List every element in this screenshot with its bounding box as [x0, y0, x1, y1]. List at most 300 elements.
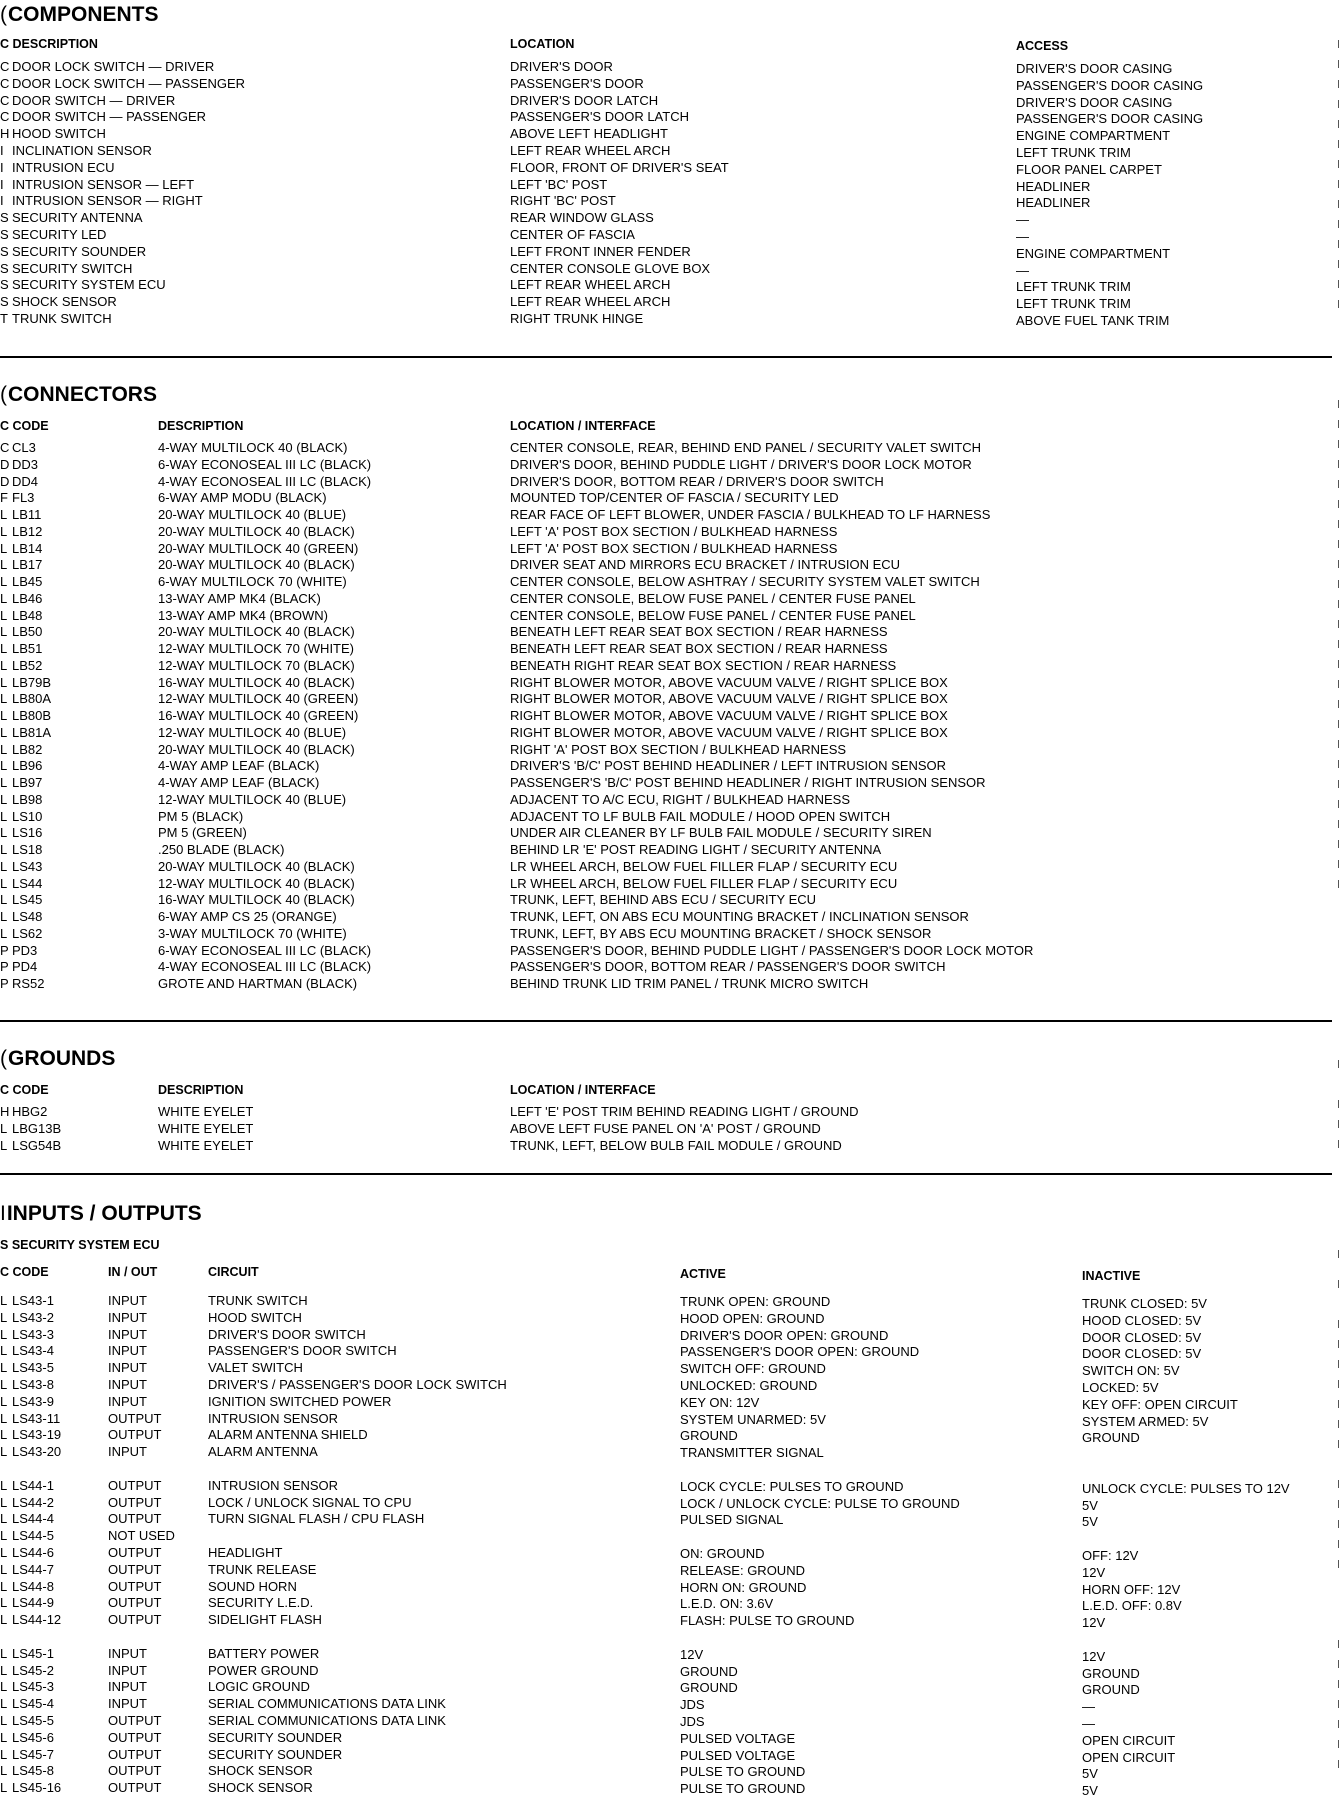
io-code: LS43-4 — [12, 1343, 54, 1359]
table-row — [0, 1511, 1344, 1528]
component-description: INTRUSION SENSOR — LEFT — [12, 176, 195, 192]
component-access: DRIVER'S DOOR CASING — [1016, 61, 1173, 76]
table-row — [0, 1528, 1344, 1545]
connector-description: 6-WAY ECONOSEAL III LC (BLACK) — [158, 456, 372, 472]
row-prefix: H — [0, 126, 10, 142]
io-active: HOOD OPEN: GROUND — [680, 1310, 825, 1326]
connector-location: DRIVER'S DOOR, BEHIND PUDDLE LIGHT / DRIVER'S DOOR LOCK MOTOR — [510, 456, 972, 472]
io-circuit: SECURITY SOUNDER — [208, 1746, 343, 1762]
connector-description: 3-WAY MULTILOCK 70 (WHITE) — [158, 925, 347, 941]
table-row — [0, 474, 1344, 491]
row-prefix: L — [0, 1713, 8, 1728]
connector-code: LS62 — [12, 925, 43, 941]
row-prefix: S — [0, 210, 9, 226]
table-row — [0, 440, 1344, 457]
io-code: LS43-8 — [12, 1377, 54, 1392]
row-prefix: L — [0, 1427, 8, 1443]
connector-location: RIGHT BLOWER MOTOR, ABOVE VACUUM VALVE / RIGHT SPLICE BOX — [510, 724, 948, 740]
io-inactive: — — [1082, 1716, 1095, 1731]
io-code: LS44-9 — [12, 1595, 54, 1611]
io-code: LS45-2 — [12, 1662, 54, 1678]
connector-description: 4-WAY AMP LEAF (BLACK) — [158, 775, 320, 790]
row-prefix: L — [0, 1309, 8, 1325]
component-access: — — [1016, 262, 1029, 278]
component-location: LEFT REAR WHEEL ARCH — [510, 143, 671, 158]
table-row — [0, 675, 1344, 692]
connector-description: 20-WAY MULTILOCK 40 (GREEN) — [158, 540, 359, 556]
io-circuit: INTRUSION SENSOR — [208, 1410, 339, 1426]
connector-location: MOUNTED TOP/CENTER OF FASCIA / SECURITY LED — [510, 490, 839, 506]
connector-code: LB48 — [12, 607, 43, 623]
row-prefix: S — [0, 243, 9, 259]
connector-description: PM 5 (GREEN) — [158, 825, 247, 841]
io-circuit: HEADLIGHT — [208, 1545, 283, 1560]
component-access: — — [1016, 212, 1029, 228]
io-direction: INPUT — [108, 1679, 147, 1695]
table-row — [0, 1713, 1344, 1730]
connectors-header-location: LOCATION / INTERFACE — [510, 419, 656, 433]
connector-description: 12-WAY MULTILOCK 40 (BLUE) — [158, 791, 347, 807]
io-code: LS45-4 — [12, 1696, 54, 1712]
io-circuit: SHOCK SENSOR — [208, 1763, 313, 1779]
io-direction: OUTPUT — [108, 1578, 162, 1594]
io-inactive: 5V — [1082, 1497, 1098, 1513]
connector-description: .250 BLADE (BLACK) — [158, 842, 285, 857]
io-code: LS43-20 — [12, 1444, 62, 1460]
row-prefix: C — [0, 59, 10, 74]
io-code: LS45-1 — [12, 1645, 54, 1661]
component-location: LEFT REAR WHEEL ARCH — [510, 277, 671, 293]
table-row — [0, 1730, 1344, 1747]
row-prefix: L — [0, 892, 8, 908]
io-direction: NOT USED — [108, 1528, 175, 1544]
ground-description: WHITE EYELET — [158, 1104, 254, 1119]
component-location: RIGHT TRUNK HINGE — [510, 311, 644, 326]
table-row — [0, 926, 1344, 943]
component-access: HEADLINER — [1016, 195, 1091, 211]
row-prefix: L — [0, 1696, 8, 1712]
table-row — [0, 1747, 1344, 1764]
connector-location: LR WHEEL ARCH, BELOW FUEL FILLER FLAP / SECURITY ECU — [510, 875, 898, 891]
table-row — [0, 1696, 1344, 1713]
row-prefix: P — [0, 942, 9, 958]
table-row — [0, 608, 1344, 625]
io-direction: INPUT — [108, 1444, 147, 1460]
connector-location: BEHIND LR 'E' POST READING LIGHT / SECURITY ANTENNA — [510, 842, 882, 857]
ground-location: ABOVE LEFT FUSE PANEL ON 'A' POST / GROUND — [510, 1120, 821, 1136]
row-prefix: L — [0, 1137, 8, 1153]
connector-description: 6-WAY AMP CS 25 (ORANGE) — [158, 909, 337, 924]
component-description: SECURITY SOUNDER — [12, 243, 147, 259]
io-circuit: TRUNK RELEASE — [208, 1561, 317, 1577]
connector-location: RIGHT BLOWER MOTOR, ABOVE VACUUM VALVE / RIGHT SPLICE BOX — [510, 674, 948, 690]
io-direction: OUTPUT — [108, 1746, 162, 1762]
connector-description: 4-WAY ECONOSEAL III LC (BLACK) — [158, 959, 372, 975]
connector-code: LS45 — [12, 892, 43, 908]
table-row — [0, 457, 1344, 474]
io-active: PASSENGER'S DOOR OPEN: GROUND — [680, 1344, 920, 1360]
row-prefix: P — [0, 959, 9, 975]
row-prefix: C — [0, 440, 10, 455]
connector-code: LB51 — [12, 641, 43, 656]
component-access: ENGINE COMPARTMENT — [1016, 128, 1171, 144]
io-code: LS45-16 — [12, 1780, 62, 1796]
connector-location: BENEATH LEFT REAR SEAT BOX SECTION / REAR HARNESS — [510, 624, 888, 640]
components-header-access: ACCESS — [1016, 39, 1069, 53]
io-inactive: GROUND — [1082, 1665, 1140, 1681]
row-prefix: S — [0, 227, 9, 242]
component-location: PASSENGER'S DOOR LATCH — [510, 109, 689, 125]
ground-location: TRUNK, LEFT, BELOW BULB FAIL MODULE / GROUND — [510, 1137, 842, 1153]
io-code: LS43-2 — [12, 1309, 54, 1325]
io-direction: OUTPUT — [108, 1477, 162, 1493]
io-code: LS44-8 — [12, 1578, 54, 1594]
connector-code: DD4 — [12, 473, 39, 489]
component-location: ABOVE LEFT HEADLIGHT — [510, 126, 668, 142]
io-code: LS44-6 — [12, 1545, 54, 1560]
ground-description: WHITE EYELET — [158, 1120, 254, 1136]
row-prefix: L — [0, 708, 8, 723]
components-header-description: C DESCRIPTION — [0, 37, 98, 51]
row-prefix: L — [0, 1763, 8, 1779]
table-row — [0, 1394, 1344, 1411]
component-description: DOOR SWITCH — DRIVER — [12, 92, 176, 108]
table-row — [0, 574, 1344, 591]
io-code: LS43-9 — [12, 1393, 54, 1409]
io-direction: INPUT — [108, 1326, 147, 1342]
table-row — [0, 976, 1344, 993]
io-circuit: TRUNK SWITCH — [208, 1293, 308, 1308]
connectors-divider — [0, 1020, 1332, 1022]
table-row — [0, 143, 1344, 160]
table-row — [0, 1562, 1344, 1579]
table-row — [0, 1545, 1344, 1562]
connector-code: LB80B — [12, 708, 52, 723]
connector-code: LB97 — [12, 775, 43, 790]
io-direction: OUTPUT — [108, 1410, 162, 1426]
component-description: INCLINATION SENSOR — [12, 143, 152, 158]
right-edge-marks — [1338, 0, 1341, 1792]
connector-description: 16-WAY MULTILOCK 40 (BLACK) — [158, 674, 355, 690]
component-location: REAR WINDOW GLASS — [510, 210, 654, 226]
table-row — [0, 524, 1344, 541]
table-row — [0, 109, 1344, 126]
io-direction: INPUT — [108, 1309, 147, 1325]
io-direction: OUTPUT — [108, 1763, 162, 1779]
io-direction: OUTPUT — [108, 1561, 162, 1577]
row-prefix: L — [0, 523, 8, 539]
row-prefix: L — [0, 1528, 8, 1544]
io-code: LS43-1 — [12, 1293, 54, 1308]
row-prefix: L — [0, 507, 8, 522]
io-direction: OUTPUT — [108, 1494, 162, 1510]
io-inactive: 5V — [1082, 1514, 1098, 1530]
io-code: LS45-8 — [12, 1763, 54, 1779]
connector-description: 4-WAY AMP LEAF (BLACK) — [158, 758, 320, 774]
table-row — [0, 244, 1344, 261]
io-inactive: 12V — [1082, 1564, 1106, 1580]
connector-location: LEFT 'A' POST BOX SECTION / BULKHEAD HARNESS — [510, 540, 838, 556]
connector-description: 4-WAY MULTILOCK 40 (BLACK) — [158, 440, 348, 455]
row-prefix: L — [0, 925, 8, 941]
row-prefix: L — [0, 1444, 8, 1460]
io-active: 12V — [680, 1646, 704, 1662]
io-direction: INPUT — [108, 1343, 147, 1359]
component-description: SECURITY SYSTEM ECU — [12, 277, 166, 293]
component-description: SHOCK SENSOR — [12, 294, 117, 310]
connector-location: ADJACENT TO A/C ECU, RIGHT / BULKHEAD HARNESS — [510, 791, 851, 807]
row-prefix: L — [0, 875, 8, 891]
io-code: LS44-7 — [12, 1561, 54, 1577]
io-direction: INPUT — [108, 1393, 147, 1409]
component-description: HOOD SWITCH — [12, 126, 106, 142]
table-row — [0, 177, 1344, 194]
row-prefix: L — [0, 590, 8, 606]
io-circuit: VALET SWITCH — [208, 1360, 303, 1376]
connector-location: DRIVER'S DOOR, BOTTOM REAR / DRIVER'S DOOR SWITCH — [510, 473, 884, 489]
component-access: PASSENGER'S DOOR CASING — [1016, 111, 1204, 127]
table-row — [0, 859, 1344, 876]
io-header-code: C CODE — [0, 1265, 49, 1279]
row-prefix: C — [0, 92, 10, 108]
io-inactive: DOOR CLOSED: 5V — [1082, 1346, 1202, 1362]
table-row — [0, 1360, 1344, 1377]
io-circuit: HOOD SWITCH — [208, 1309, 302, 1325]
row-prefix: L — [0, 791, 8, 807]
table-row — [0, 708, 1344, 725]
table-row — [0, 311, 1344, 328]
connector-code: RS52 — [12, 976, 45, 991]
io-code: LS43-3 — [12, 1326, 54, 1342]
table-row — [0, 294, 1344, 311]
row-prefix: C — [0, 75, 10, 91]
row-prefix: T — [0, 311, 8, 326]
table-row — [0, 261, 1344, 278]
io-circuit: SECURITY L.E.D. — [208, 1595, 314, 1611]
io-circuit: SIDELIGHT FLASH — [208, 1612, 322, 1628]
connector-code: LB98 — [12, 791, 43, 807]
component-access: ABOVE FUEL TANK TRIM — [1016, 313, 1170, 328]
connector-location: PASSENGER'S DOOR, BOTTOM REAR / PASSENGER'S DOOR SWITCH — [510, 959, 946, 975]
table-row — [0, 1646, 1344, 1663]
connector-description: 20-WAY MULTILOCK 40 (BLACK) — [158, 741, 355, 757]
table-row — [0, 76, 1344, 93]
io-active: SWITCH OFF: GROUND — [680, 1361, 826, 1377]
io-direction: OUTPUT — [108, 1612, 162, 1628]
io-circuit: SERIAL COMMUNICATIONS DATA LINK — [208, 1713, 446, 1728]
connector-description: 20-WAY MULTILOCK 40 (BLUE) — [158, 507, 347, 522]
io-circuit: DRIVER'S / PASSENGER'S DOOR LOCK SWITCH — [208, 1377, 507, 1392]
table-row — [0, 93, 1344, 110]
connectors-header-description: DESCRIPTION — [158, 419, 244, 433]
connector-location: UNDER AIR CLEANER BY LF BULB FAIL MODULE / SECURITY SIREN — [510, 825, 932, 841]
io-inactive: SWITCH ON: 5V — [1082, 1363, 1180, 1379]
io-header-inactive: INACTIVE — [1082, 1269, 1141, 1283]
table-row — [0, 691, 1344, 708]
io-active: UNLOCKED: GROUND — [680, 1378, 818, 1393]
row-prefix: S — [0, 260, 9, 276]
io-code: LS44-5 — [12, 1528, 54, 1544]
connector-location: PASSENGER'S DOOR, BEHIND PUDDLE LIGHT / PASSENGER'S DOOR LOCK MOTOR — [510, 942, 1034, 958]
io-circuit: PASSENGER'S DOOR SWITCH — [208, 1343, 397, 1359]
connector-description: GROTE AND HARTMAN (BLACK) — [158, 976, 358, 991]
row-prefix: L — [0, 1120, 8, 1136]
io-code: LS45-3 — [12, 1679, 54, 1695]
io-code: LS45-5 — [12, 1713, 54, 1728]
row-prefix: L — [0, 842, 8, 857]
connector-description: 12-WAY MULTILOCK 40 (BLACK) — [158, 875, 355, 891]
connector-location: TRUNK, LEFT, BEHIND ABS ECU / SECURITY ECU — [510, 892, 817, 908]
io-inactive: DOOR CLOSED: 5V — [1082, 1329, 1202, 1345]
io-direction: OUTPUT — [108, 1427, 162, 1443]
io-inactive: SYSTEM ARMED: 5V — [1082, 1413, 1209, 1429]
io-active: LOCK / UNLOCK CYCLE: PULSE TO GROUND — [680, 1495, 960, 1511]
connector-code: LB82 — [12, 741, 43, 757]
connector-code: FL3 — [12, 490, 35, 506]
io-direction: OUTPUT — [108, 1511, 162, 1527]
connector-location: BENEATH LEFT REAR SEAT BOX SECTION / REAR HARNESS — [510, 641, 888, 656]
table-row — [0, 842, 1344, 859]
connector-code: PD4 — [12, 959, 38, 975]
row-prefix: L — [0, 1578, 8, 1594]
component-access: LEFT TRUNK TRIM — [1016, 145, 1131, 160]
connector-code: DD3 — [12, 456, 39, 472]
table-row — [0, 825, 1344, 842]
component-location: LEFT FRONT INNER FENDER — [510, 243, 691, 259]
row-prefix: L — [0, 674, 8, 690]
io-inactive: HORN OFF: 12V — [1082, 1581, 1181, 1597]
connector-location: CENTER CONSOLE, REAR, BEHIND END PANEL / SECURITY VALET SWITCH — [510, 440, 981, 455]
component-access: DRIVER'S DOOR CASING — [1016, 94, 1173, 110]
io-active: PULSED VOLTAGE — [680, 1747, 796, 1763]
table-row — [0, 1377, 1344, 1394]
component-access: ENGINE COMPARTMENT — [1016, 245, 1171, 261]
row-prefix: L — [0, 1595, 8, 1611]
io-active: LOCK CYCLE: PULSES TO GROUND — [680, 1478, 904, 1494]
component-access: LEFT TRUNK TRIM — [1016, 279, 1131, 295]
table-row — [0, 742, 1344, 759]
io-circuit: TURN SIGNAL FLASH / CPU FLASH — [208, 1511, 425, 1527]
row-prefix: L — [0, 1780, 8, 1796]
row-prefix: I — [0, 159, 4, 175]
connector-location: TRUNK, LEFT, ON ABS ECU MOUNTING BRACKET / INCLINATION SENSOR — [510, 909, 969, 924]
table-row — [0, 210, 1344, 227]
row-prefix: L — [0, 1612, 8, 1628]
grounds-divider — [0, 1173, 1332, 1175]
row-prefix: L — [0, 1645, 8, 1661]
row-prefix: L — [0, 1360, 8, 1376]
connector-description: 13-WAY AMP MK4 (BROWN) — [158, 607, 328, 623]
io-inactive: — — [1082, 1699, 1095, 1715]
table-row — [0, 758, 1344, 775]
component-description: INTRUSION SENSOR — RIGHT — [12, 193, 203, 209]
table-row — [0, 1679, 1344, 1696]
table-row — [0, 1478, 1344, 1495]
row-prefix: L — [0, 1746, 8, 1762]
row-prefix: L — [0, 657, 8, 673]
table-row — [0, 1121, 1344, 1138]
connector-description: 12-WAY MULTILOCK 70 (BLACK) — [158, 657, 355, 673]
table-row — [0, 126, 1344, 143]
row-prefix: H — [0, 1104, 10, 1119]
table-row — [0, 557, 1344, 574]
row-prefix: L — [0, 1293, 8, 1308]
connector-description: 12-WAY MULTILOCK 70 (WHITE) — [158, 641, 354, 656]
component-access: LEFT TRUNK TRIM — [1016, 296, 1131, 312]
io-inactive: TRUNK CLOSED: 5V — [1082, 1296, 1207, 1311]
io-inactive: 12V — [1082, 1615, 1106, 1631]
io-code: LS45-7 — [12, 1746, 54, 1762]
table-row — [0, 1663, 1344, 1680]
connector-code: LS43 — [12, 858, 43, 874]
row-prefix: L — [0, 1343, 8, 1359]
connector-location: ADJACENT TO LF BULB FAIL MODULE / HOOD OPEN SWITCH — [510, 808, 891, 824]
connector-code: LB17 — [12, 557, 43, 573]
table-row — [0, 943, 1344, 960]
io-active: PULSED SIGNAL — [680, 1512, 784, 1528]
io-circuit: LOGIC GROUND — [208, 1679, 310, 1695]
connector-code: LS48 — [12, 909, 43, 924]
table-row — [0, 1612, 1344, 1629]
io-title: IINPUTS / OUTPUTS — [0, 1202, 202, 1225]
table-row — [0, 193, 1344, 210]
table-row — [0, 1343, 1344, 1360]
io-active: SYSTEM UNARMED: 5V — [680, 1411, 826, 1427]
connector-description: 20-WAY MULTILOCK 40 (BLACK) — [158, 557, 355, 573]
io-circuit: SHOCK SENSOR — [208, 1780, 313, 1796]
connector-location: LR WHEEL ARCH, BELOW FUEL FILLER FLAP / SECURITY ECU — [510, 858, 898, 874]
components-title: (COMPONENTS — [0, 3, 159, 26]
io-inactive: UNLOCK CYCLE: PULSES TO 12V — [1082, 1480, 1290, 1496]
component-access: HEADLINER — [1016, 178, 1091, 194]
component-location: RIGHT 'BC' POST — [510, 193, 616, 209]
row-prefix: I — [0, 143, 4, 158]
connector-code: LB12 — [12, 523, 43, 539]
row-prefix: L — [0, 1393, 8, 1409]
io-direction: OUTPUT — [108, 1780, 162, 1796]
io-direction: INPUT — [108, 1360, 147, 1376]
table-row — [0, 641, 1344, 658]
table-row — [0, 792, 1344, 809]
connector-code: LB14 — [12, 540, 43, 556]
io-code: LS43-19 — [12, 1427, 62, 1443]
io-circuit: SOUND HORN — [208, 1578, 297, 1594]
row-prefix: L — [0, 1494, 8, 1510]
io-direction: OUTPUT — [108, 1545, 162, 1560]
row-prefix: L — [0, 741, 8, 757]
io-active: GROUND — [680, 1663, 738, 1679]
row-prefix: L — [0, 1326, 8, 1342]
io-inactive: OPEN CIRCUIT — [1082, 1749, 1176, 1765]
component-description: SECURITY ANTENNA — [12, 210, 143, 226]
connector-code: LS16 — [12, 825, 43, 841]
component-access: FLOOR PANEL CARPET — [1016, 161, 1162, 177]
table-row — [0, 624, 1344, 641]
table-row — [0, 1780, 1344, 1797]
component-description: TRUNK SWITCH — [12, 311, 112, 326]
table-row — [0, 1310, 1344, 1327]
connectors-header-code: C CODE — [0, 419, 49, 433]
io-header-active: ACTIVE — [680, 1267, 726, 1281]
connector-location: BENEATH RIGHT REAR SEAT BOX SECTION / REAR HARNESS — [510, 657, 897, 673]
connector-description: 20-WAY MULTILOCK 40 (BLACK) — [158, 624, 355, 640]
row-prefix: L — [0, 1410, 8, 1426]
row-prefix: L — [0, 574, 8, 589]
io-code: LS44-2 — [12, 1494, 54, 1510]
connector-code: LB11 — [12, 507, 42, 522]
row-prefix: L — [0, 641, 8, 656]
connector-description: 16-WAY MULTILOCK 40 (GREEN) — [158, 708, 359, 723]
